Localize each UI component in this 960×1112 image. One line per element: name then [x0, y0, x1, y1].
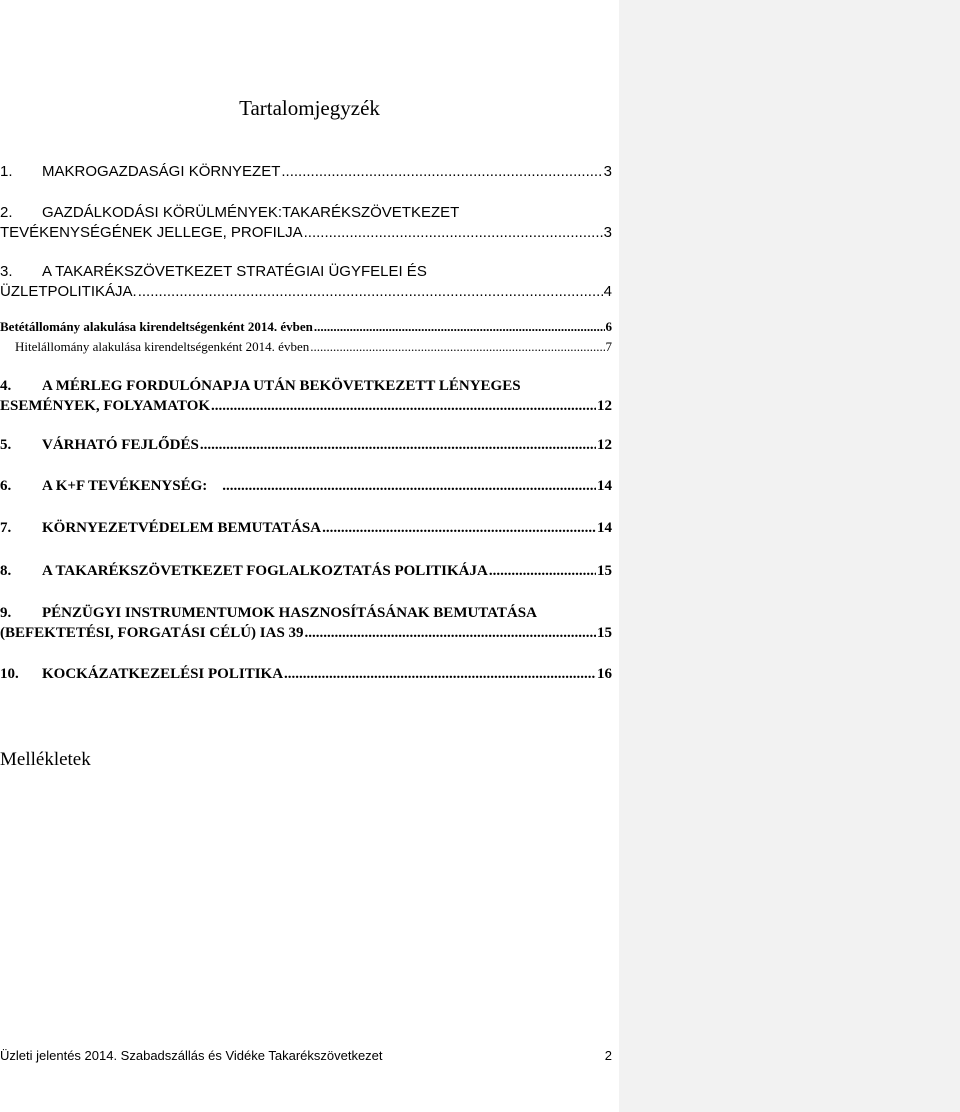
toc-entry-label-line1: GAZDÁLKODÁSI KÖRÜLMÉNYEK:TAKARÉKSZÖVETKEZET	[42, 204, 460, 221]
toc-entry-number: 5.	[0, 437, 12, 453]
toc-entry-page: 6	[605, 319, 612, 334]
toc-entry-label-line1: A TAKARÉKSZÖVETKEZET STRATÉGIAI ÜGYFELEI ÉS	[42, 263, 427, 280]
toc-subentry-deposits[interactable]	[0, 318, 612, 336]
toc-entry-4[interactable]	[0, 376, 612, 416]
dot-leader	[314, 318, 605, 336]
toc-entry-6[interactable]	[0, 476, 612, 496]
dot-leader	[222, 476, 596, 496]
toc-entry-page: 16	[597, 666, 612, 682]
toc-entry-label: TEVÉKENYSÉGÉNEK JELLEGE, PROFILJA	[0, 224, 303, 241]
toc-entry-label: MAKROGAZDASÁGI KÖRNYEZET	[42, 163, 281, 180]
toc-entry-1[interactable]	[0, 162, 612, 182]
annex-heading: Mellékletek	[0, 749, 91, 770]
toc-entry-number: 10.	[0, 666, 19, 682]
dot-leader	[284, 664, 596, 684]
toc-entry-label: KÖRNYEZETVÉDELEM BEMUTATÁSA	[42, 520, 322, 536]
toc-entry-number: 2.	[0, 204, 13, 221]
toc-entry-7[interactable]	[0, 518, 612, 538]
toc-entry-5[interactable]	[0, 435, 612, 455]
toc-entry-label: ÜZLETPOLITIKÁJA.	[0, 283, 137, 300]
footer-text: Üzleti jelentés 2014. Szabadszállás és Vidéke Takarékszövetkezet	[0, 1048, 383, 1063]
toc-entry-page: 4	[603, 283, 612, 300]
dot-leader	[200, 435, 596, 455]
toc-entry-9[interactable]	[0, 603, 612, 643]
toc-entry-label: A K+F TEVÉKENYSÉG:	[42, 478, 208, 494]
toc-entry-3[interactable]	[0, 262, 612, 302]
toc-entry-page: 12	[597, 437, 612, 453]
toc-entry-number: 6.	[0, 478, 12, 494]
toc-entry-label: A TAKARÉKSZÖVETKEZET FOGLALKOZTATÁS POLITIKÁJA	[42, 563, 488, 579]
dot-leader	[211, 396, 596, 416]
toc-entry-page: 3	[603, 163, 612, 180]
toc-entry-label: ESEMÉNYEK, FOLYAMATOK	[0, 398, 211, 414]
toc-title: Tartalomjegyzék	[239, 96, 380, 120]
toc-entry-label: Hitelállomány alakulása kirendeltségenként 2014. évben	[15, 339, 310, 354]
dot-leader	[310, 338, 604, 356]
toc-entry-number: 8.	[0, 563, 12, 579]
toc-entry-page: 15	[597, 563, 612, 579]
toc-entry-page: 12	[597, 398, 612, 414]
dot-leader	[322, 518, 596, 538]
toc-entry-label: VÁRHATÓ FEJLŐDÉS	[42, 437, 199, 453]
toc-entry-number: 4.	[0, 378, 12, 394]
dot-leader	[138, 282, 603, 302]
footer-page-number: 2	[604, 1048, 612, 1063]
toc-entry-page: 7	[605, 339, 612, 354]
toc-entry-label: Betétállomány alakulása kirendeltségenként 2014. évben	[0, 319, 313, 334]
toc-entry-number: 9.	[0, 605, 12, 621]
toc-entry-label-line1: A MÉRLEG FORDULÓNAPJA UTÁN BEKÖVETKEZETT LÉNYEGES	[42, 378, 521, 394]
toc-entry-page: 14	[597, 520, 612, 536]
toc-entry-label: KOCKÁZATKEZELÉSI POLITIKA	[42, 666, 284, 682]
comment-margin-pane	[619, 0, 960, 1112]
toc-entry-2[interactable]	[0, 203, 612, 243]
dot-leader	[304, 223, 603, 243]
toc-entry-number: 3.	[0, 263, 13, 280]
toc-entry-8[interactable]	[0, 561, 612, 581]
toc-entry-label-line1: PÉNZÜGYI INSTRUMENTUMOK HASZNOSÍTÁSÁNAK BEMUTATÁSA	[42, 605, 537, 621]
toc-entry-10[interactable]	[0, 664, 612, 684]
toc-entry-page: 3	[603, 224, 612, 241]
dot-leader	[489, 561, 596, 581]
toc-entry-page: 15	[597, 625, 612, 641]
toc-entry-page: 14	[597, 478, 612, 494]
dot-leader	[305, 623, 596, 643]
page-footer	[0, 1047, 612, 1065]
toc-entry-label: (BEFEKTETÉSI, FORGATÁSI CÉLÚ) IAS 39	[0, 625, 304, 641]
dot-leader	[281, 162, 602, 182]
toc-entry-number: 1.	[0, 163, 13, 180]
toc-subentry-loans[interactable]	[15, 338, 612, 356]
toc-entry-number: 7.	[0, 520, 12, 536]
